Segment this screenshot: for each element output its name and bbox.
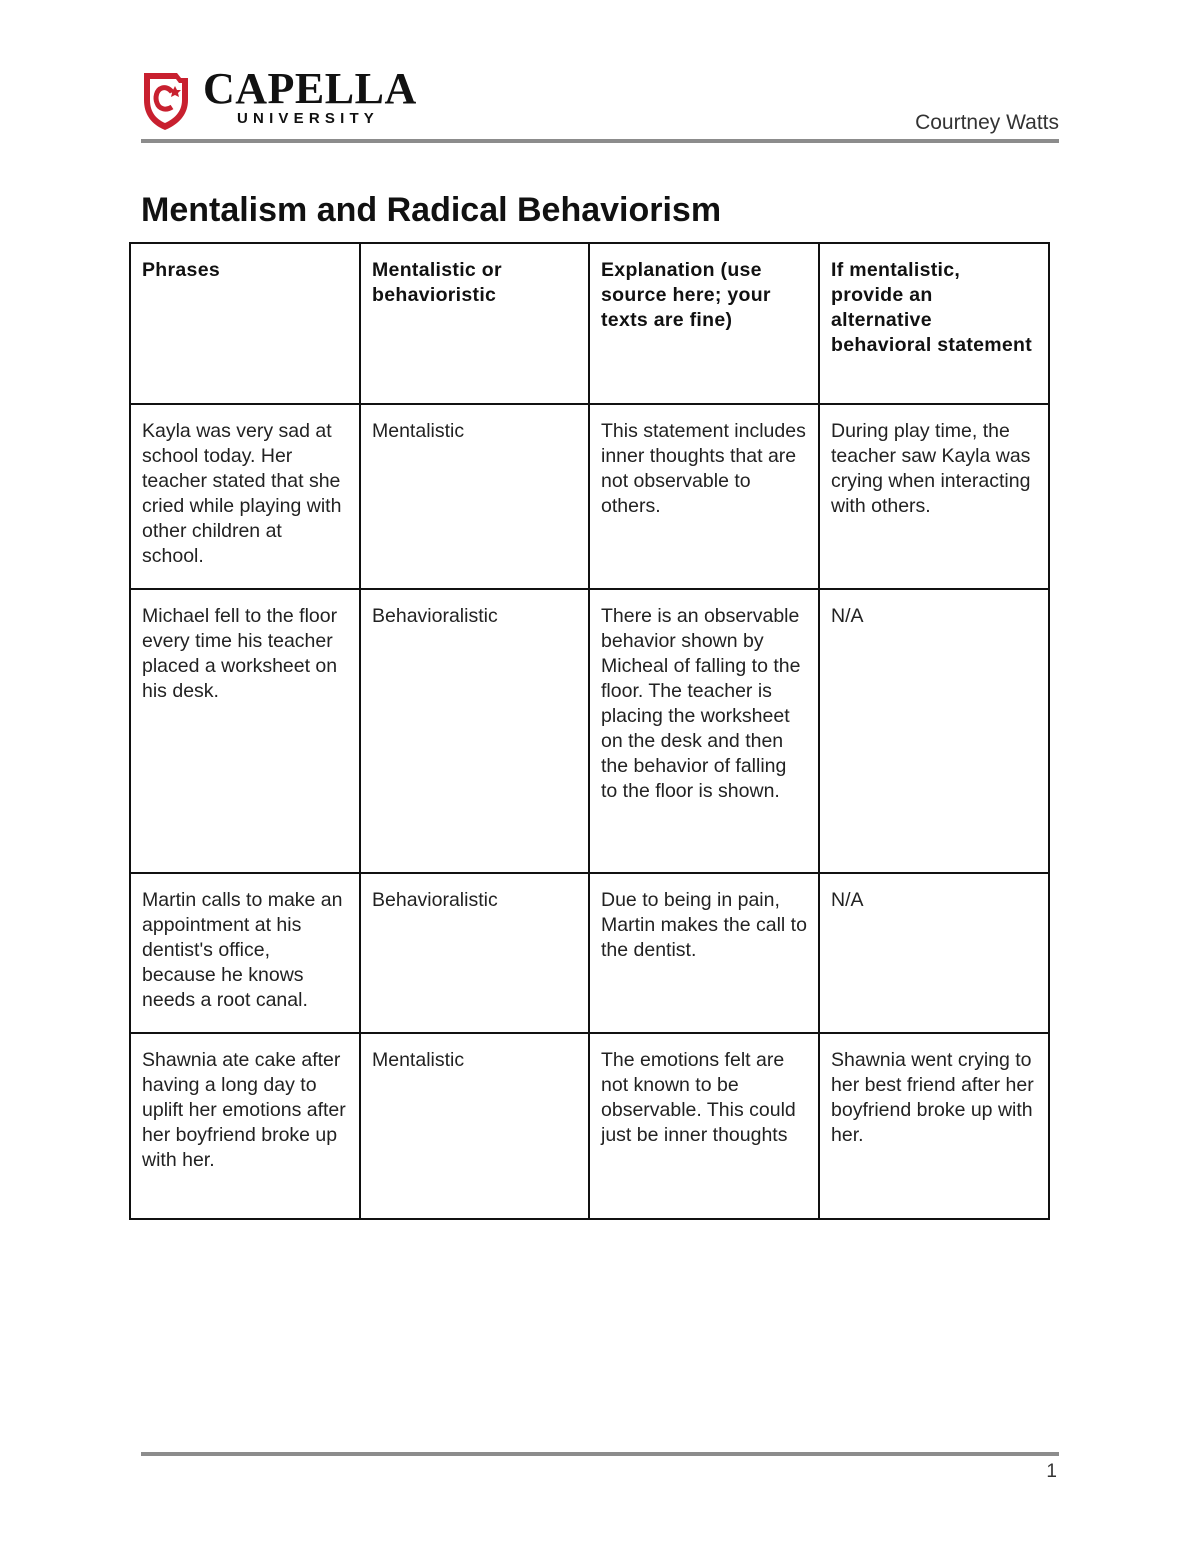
header-classification: Mentalistic or behavioristic — [360, 243, 589, 404]
cell-explanation: The emotions felt are not known to be observable. This could just be inner thoughts — [589, 1033, 819, 1219]
cell-phrase: Kayla was very sad at school today. Her teacher stated that she cried while playing with other children at school. — [130, 404, 360, 589]
header-divider — [141, 139, 1059, 143]
header-explanation: Explanation (use source here; your texts are fine) — [589, 243, 819, 404]
cell-phrase: Shawnia ate cake after having a long day to uplift her emotions after her boyfriend broke up with her. — [130, 1033, 360, 1219]
header-alternative: If mentalistic, provide an alternative behavioral statement — [819, 243, 1049, 404]
cell-classification: Mentalistic — [360, 404, 589, 589]
cell-phrase: Martin calls to make an appointment at his dentist's office, because he knows needs a root canal. — [130, 873, 360, 1033]
table-row — [130, 1033, 1049, 1219]
cell-explanation: There is an observable behavior shown by Micheal of falling to the floor. The teacher is placing the worksheet on the desk and then the behavior of falling to the floor is shown. — [589, 589, 819, 873]
cell-alternative: N/A — [819, 873, 1049, 1033]
cell-classification: Mentalistic — [360, 1033, 589, 1219]
document-title: Mentalism and Radical Behaviorism — [141, 191, 722, 229]
worksheet-table — [129, 242, 1050, 1220]
table-header-row — [130, 243, 1049, 404]
cell-explanation: This statement includes inner thoughts that are not observable to others. — [589, 404, 819, 589]
table-row — [130, 404, 1049, 589]
shield-logo-icon — [141, 70, 191, 132]
header-phrases: Phrases — [130, 243, 360, 404]
page-number: 1 — [1046, 1461, 1057, 1482]
cell-phrase: Michael fell to the floor every time his teacher placed a worksheet on his desk. — [130, 589, 360, 873]
table-row — [130, 873, 1049, 1033]
cell-explanation: Due to being in pain, Martin makes the call to the dentist. — [589, 873, 819, 1033]
cell-alternative: Shawnia went crying to her best friend after her boyfriend broke up with her. — [819, 1033, 1049, 1219]
capella-logo — [141, 64, 431, 132]
cell-classification: Behavioralistic — [360, 873, 589, 1033]
cell-alternative: N/A — [819, 589, 1049, 873]
table-row — [130, 589, 1049, 873]
footer-divider — [141, 1452, 1059, 1456]
cell-classification: Behavioralistic — [360, 589, 589, 873]
logo-subtitle: UNIVERSITY — [237, 110, 380, 127]
author-name: Courtney Watts — [915, 111, 1059, 134]
logo-wordmark: CAPELLA — [203, 64, 417, 113]
cell-alternative: During play time, the teacher saw Kayla was crying when interacting with others. — [819, 404, 1049, 589]
